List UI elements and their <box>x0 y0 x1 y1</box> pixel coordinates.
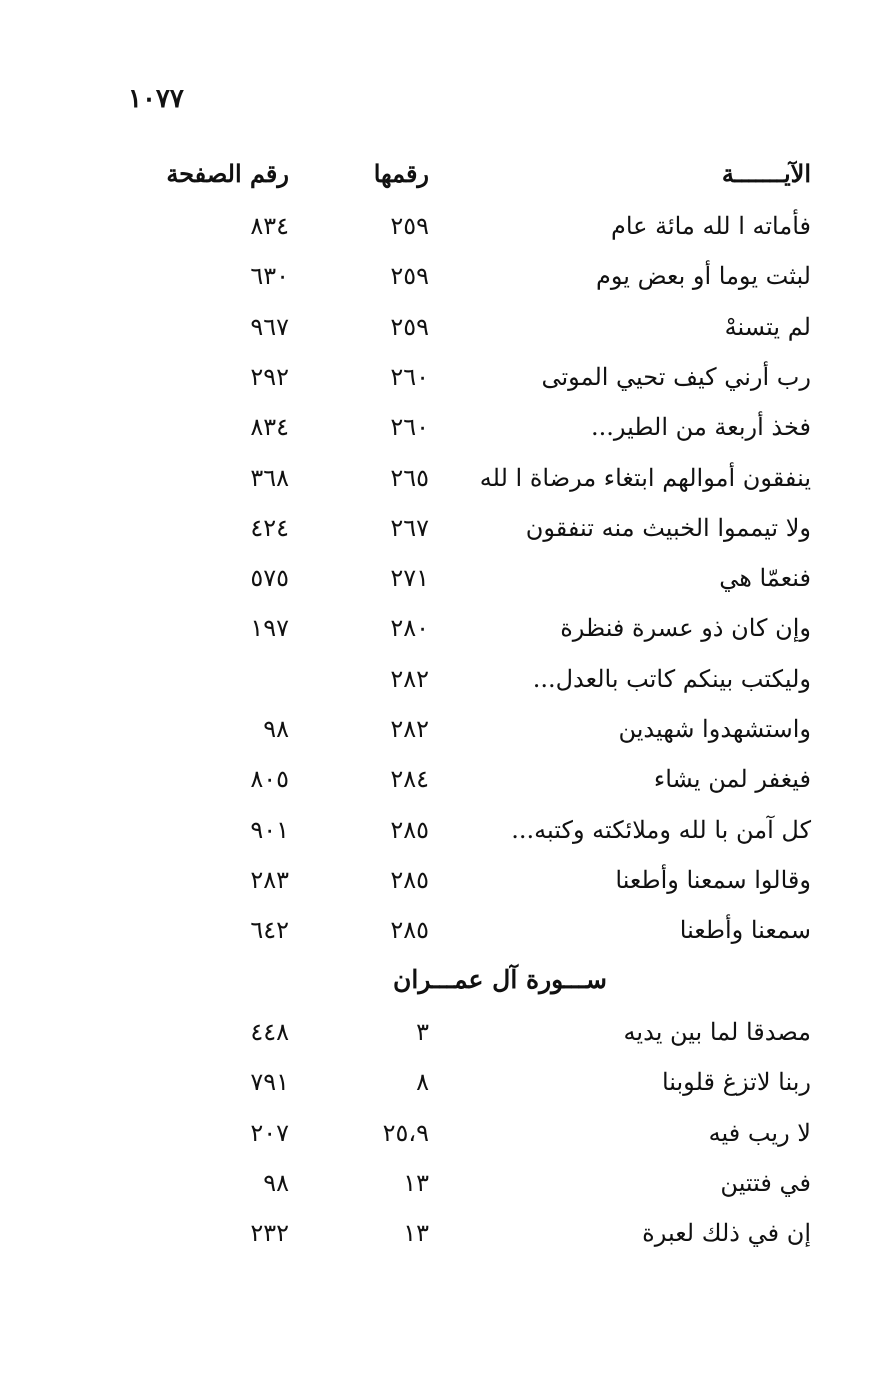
verse-number-cell: ٢٥٩ <box>390 262 429 291</box>
page-number: ١٠٧٧ <box>128 84 184 114</box>
verse-cell: وليكتب بينكم كاتب بالعدل... <box>532 664 811 693</box>
table-row <box>0 759 879 799</box>
page-number-cell: ٢٣٢ <box>250 1219 289 1248</box>
verse-cell: فأماته ا لله مائة عام <box>610 212 811 240</box>
table-row <box>0 608 879 648</box>
page-number-cell: ٢٨٣ <box>250 865 289 894</box>
page-number-cell: ٥٧٥ <box>250 564 289 593</box>
page-number-cell: ٣٦٨ <box>250 463 289 492</box>
verse-number-cell: ٢٦٧ <box>390 513 429 542</box>
table-row <box>0 307 879 347</box>
page-number-cell: ٤٢٤ <box>250 513 289 542</box>
table-row <box>0 407 879 447</box>
page-number-cell: ٤٤٨ <box>250 1018 289 1046</box>
verse-cell: لا ريب فيه <box>708 1118 811 1147</box>
verse-number-cell: ٢٨٢ <box>390 664 429 693</box>
table-row <box>0 659 879 699</box>
page-number-cell: ١٩٧ <box>250 614 289 643</box>
page-number-cell: ٦٣٠ <box>250 262 289 291</box>
table-row <box>0 458 879 498</box>
page-number-cell: ٧٩١ <box>250 1068 289 1097</box>
header-number: رقمها <box>373 159 429 188</box>
verse-number-cell: ١٣ <box>403 1219 429 1248</box>
verse-cell: فيغفر لمن يشاء <box>653 765 811 794</box>
page-number-cell: ٩٠١ <box>250 815 289 844</box>
table-row <box>0 508 879 548</box>
table-row <box>0 810 879 850</box>
table-row <box>0 357 879 397</box>
table-row <box>0 1163 879 1203</box>
surah-title: ســـورة آل عمـــران <box>393 965 607 994</box>
verse-number-cell: ٢٦٥ <box>390 463 429 492</box>
table-row <box>0 860 879 900</box>
verse-cell: مصدقا لما بين يديه <box>623 1018 811 1046</box>
verse-number-cell: ٢٧١ <box>390 564 429 593</box>
verse-cell: إن في ذلك لعبرة <box>642 1219 811 1248</box>
verse-cell: رب أرني كيف تحيي الموتى <box>541 362 811 391</box>
page-number-cell: ٦٤٢ <box>250 916 289 945</box>
table-row <box>0 709 879 749</box>
header-page: رقم الصفحة <box>166 159 289 188</box>
verse-cell: ولا تيمموا الخبيث منه تنفقون <box>525 513 811 542</box>
verse-cell: فنعمّا هي <box>719 564 811 593</box>
verse-cell: سمعنا وأطعنا <box>679 916 811 945</box>
verse-cell: وإن كان ذو عسرة فنظرة <box>560 614 811 643</box>
table-row <box>0 1062 879 1102</box>
table-row <box>0 910 879 950</box>
verse-cell: لم يتسنهْ <box>724 312 811 341</box>
verse-number-cell: ٢٨٤ <box>390 765 429 794</box>
verse-cell: ربنا لاتزغ قلوبنا <box>661 1068 811 1097</box>
header-verse: الآيـــــــة <box>721 159 811 188</box>
page-number-cell: ٨٣٤ <box>250 413 289 442</box>
table-row <box>0 1213 879 1253</box>
verse-number-cell: ٢٦٠ <box>390 413 429 442</box>
verse-cell: في فتتين <box>720 1168 811 1197</box>
page-number-cell: ٩٨ <box>263 715 289 743</box>
page-number-cell: ٨٣٤ <box>250 212 289 240</box>
verse-cell: لبثت يوما أو بعض يوم <box>596 262 811 291</box>
verse-cell: فخذ أربعة من الطير... <box>591 413 811 442</box>
column-headers <box>0 154 879 194</box>
page-number-cell: ٩٦٧ <box>250 312 289 341</box>
verse-cell: واستشهدوا شهيدين <box>618 715 811 743</box>
verse-number-cell: ٢٦٠ <box>390 362 429 391</box>
verse-number-cell: ٣ <box>416 1018 429 1046</box>
verse-cell: وقالوا سمعنا وأطعنا <box>615 865 811 894</box>
verse-cell: ينفقون أموالهم ابتغاء مرضاة ا لله <box>479 463 811 492</box>
verse-number-cell: ٢٥،٩ <box>382 1118 429 1147</box>
table-row <box>0 206 879 246</box>
table-row <box>0 1113 879 1153</box>
table-row <box>0 558 879 598</box>
verse-cell: كل آمن با لله وملائكته وكتبه... <box>511 815 811 844</box>
page-number-cell: ٢٩٢ <box>250 362 289 391</box>
verse-number-cell: ٢٨٠ <box>390 614 429 643</box>
verse-number-cell: ٢٨٥ <box>390 916 429 945</box>
verse-number-cell: ٢٨٥ <box>390 865 429 894</box>
verse-number-cell: ٢٨٥ <box>390 815 429 844</box>
page-number-cell: ٩٨ <box>263 1168 289 1197</box>
verse-number-cell: ٢٥٩ <box>390 212 429 240</box>
verse-number-cell: ١٣ <box>403 1168 429 1197</box>
table-row <box>0 256 879 296</box>
verse-number-cell: ٢٨٢ <box>390 715 429 743</box>
page-number-cell: ٨٠٥ <box>250 765 289 794</box>
table-row <box>0 1012 879 1052</box>
verse-number-cell: ٢٥٩ <box>390 312 429 341</box>
verse-number-cell: ٨ <box>416 1068 429 1097</box>
page-number-cell: ٢٠٧ <box>250 1118 289 1147</box>
